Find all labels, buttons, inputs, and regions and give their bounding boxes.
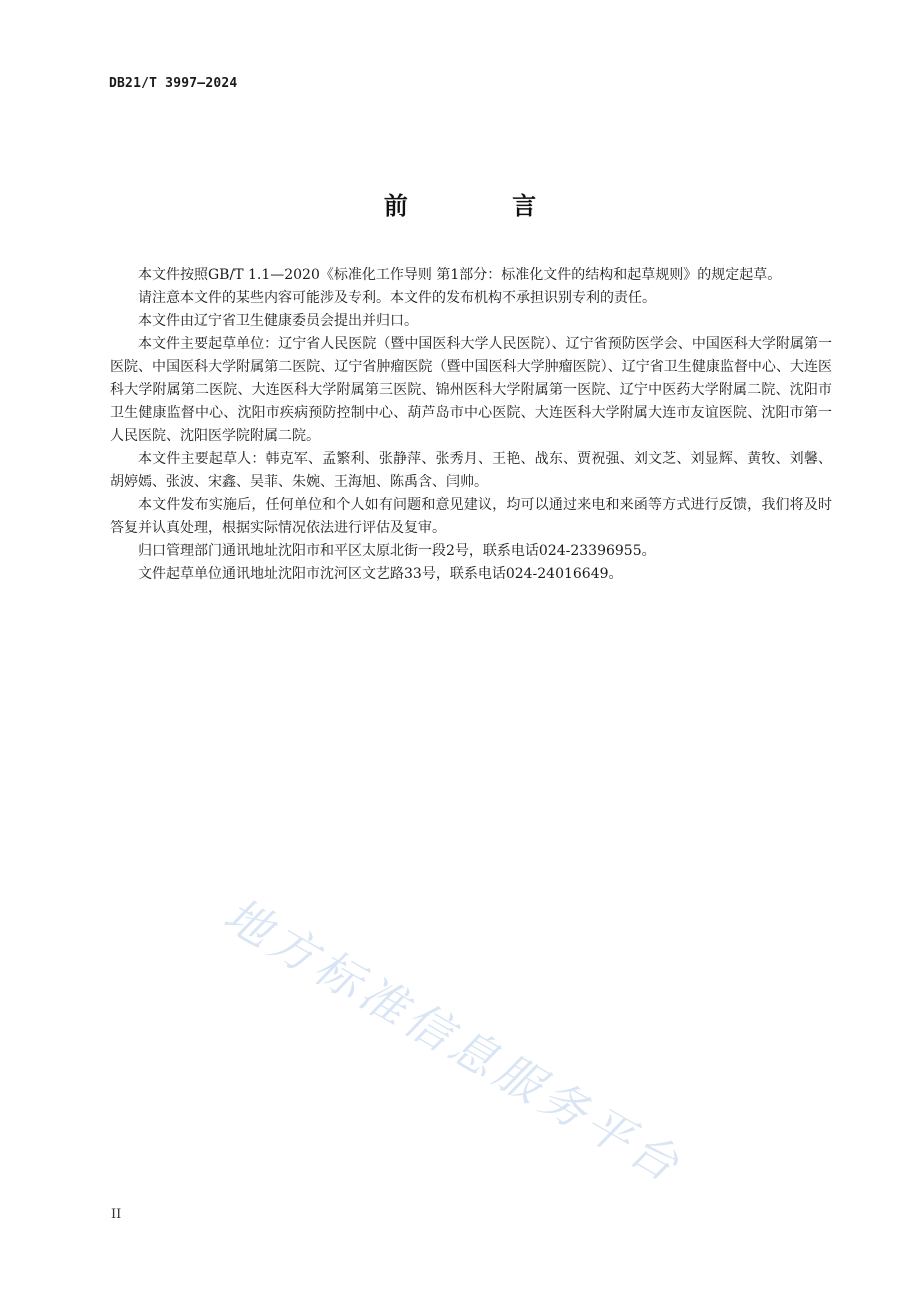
watermark: 地方标准信息服务平台 [215, 887, 693, 1194]
page-title: 前 言 [383, 192, 585, 220]
document-code: DB21/T 3997—2024 [109, 76, 238, 91]
paragraph-management-contact: 归口管理部门通讯地址沈阳市和平区太原北街一段2号，联系电话024-23396955。 [138, 543, 656, 559]
paragraph-drafters: 本文件主要起草人：韩克军、孟繁利、张静萍、张秀月、王艳、战东、贾祝强、刘文芝、刘显辉、黄牧、刘馨、胡婷嫣、张波、宋鑫、吴菲、朱婉、王海旭、陈禹含、闫帅。 [110, 451, 832, 490]
paragraph-feedback: 本文件发布实施后，任何单位和个人如有问题和意见建议，均可以通过来电和来函等方式进行反馈，我们将及时答复并认真处理，根据实际情况依法进行评估及复审。 [110, 497, 832, 536]
paragraph-drafting-units: 本文件主要起草单位：辽宁省人民医院（暨中国医科大学人民医院）、辽宁省预防医学会、中国医科大学附属第一医院、中国医科大学附属第二医院、辽宁省肿瘤医院（暨中国医科大学肿瘤医院）、辽宁省卫生健康监督中心、大连医科大学附属第二医院、大连医科大学附属第三医院、锦州医科大学附属第一医院、辽宁中医药大学附属二院、沈阳市卫生健康监督中心、沈阳市疾病预防控制中心、葫芦岛市中心医院、大连医科大学附属大连市友谊医院、沈阳市第一人民医院、沈阳医学院附属二院。 [110, 336, 832, 444]
paragraph-drafter-contact: 文件起草单位通讯地址沈阳市沈河区文艺路33号，联系电话024-24016649。 [138, 566, 623, 582]
preface-body [110, 264, 832, 586]
paragraph-proposer: 本文件由辽宁省卫生健康委员会提出并归口。 [138, 313, 418, 329]
page-number: II [111, 1207, 122, 1222]
paragraph-drafting-rules: 本文件按照GB/T 1.1—2020《标准化工作导则 第1部分：标准化文件的结构和起草规则》的规定起草。 [138, 267, 782, 283]
paragraph-patent-notice: 请注意本文件的某些内容可能涉及专利。本文件的发布机构不承担识别专利的责任。 [138, 290, 656, 306]
